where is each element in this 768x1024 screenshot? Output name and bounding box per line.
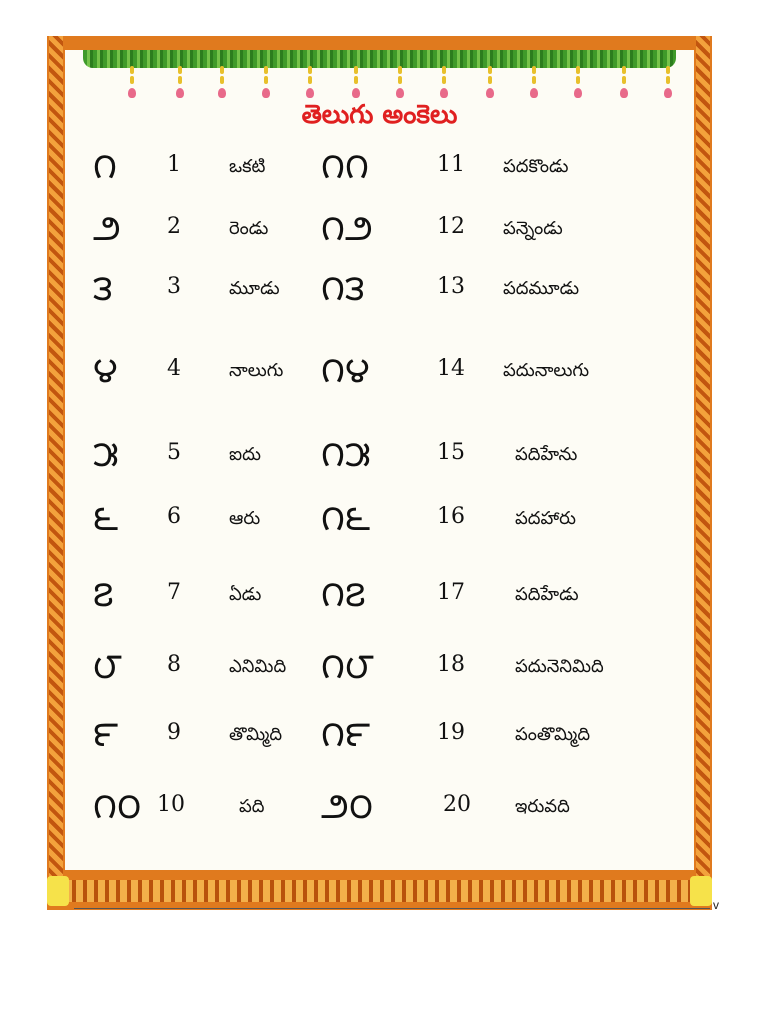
telugu-numeral: ౧౦: [93, 786, 142, 827]
number-word: ఇరువది: [515, 796, 570, 817]
telugu-numeral: ౧: [93, 146, 117, 187]
bottom-rope-border: [65, 880, 694, 902]
telugu-numeral: ౧౪: [321, 350, 370, 391]
telugu-numeral: ౯: [93, 714, 119, 755]
telugu-numeral: ౧౭: [321, 574, 366, 615]
right-rope-border: [696, 36, 710, 880]
garland-flower-icon: [261, 64, 271, 98]
arabic-numeral: 19: [437, 720, 465, 745]
garland-flower-icon: [439, 64, 449, 98]
arabic-numeral: 9: [167, 720, 181, 745]
arabic-numeral: 18: [437, 652, 465, 677]
arabic-numeral: 17: [437, 580, 465, 605]
corner-ornament-left: [47, 876, 69, 906]
numeral-row: [65, 350, 694, 408]
telugu-numeral: ౧౨: [321, 208, 373, 249]
number-word: మూడు: [229, 278, 280, 299]
number-word: పదిహేను: [515, 444, 578, 465]
arabic-numeral: 4: [167, 356, 181, 381]
number-word: పంతొమ్మిది: [515, 724, 591, 745]
telugu-numeral: ౫: [93, 434, 119, 475]
page-underline: [74, 908, 710, 909]
page-title: తెలుగు అంకెలు: [301, 100, 458, 130]
arabic-numeral: 15: [437, 440, 465, 465]
telugu-numeral: ౧౧: [321, 146, 369, 187]
garland-flower-icon: [573, 64, 583, 98]
garland-flower-icon: [305, 64, 315, 98]
arabic-numeral: 20: [443, 792, 471, 817]
numerals-chart: [65, 50, 694, 870]
telugu-numeral: ౨: [93, 208, 121, 249]
corner-ornament-right: [690, 876, 712, 906]
decorative-frame: [47, 36, 712, 910]
arabic-numeral: 13: [437, 274, 465, 299]
arabic-numeral: 2: [167, 214, 181, 239]
telugu-numeral: ౬: [93, 498, 119, 539]
arabic-numeral: 16: [437, 504, 465, 529]
arabic-numeral: 11: [437, 152, 465, 177]
numeral-row: [65, 146, 694, 204]
number-word: పన్నెండు: [503, 218, 563, 239]
number-word: పదునాలుగు: [503, 360, 590, 381]
arabic-numeral: 6: [167, 504, 181, 529]
number-word: పదహారు: [515, 508, 577, 529]
garland-flower-icon: [619, 64, 629, 98]
numeral-row: [65, 714, 694, 772]
arabic-numeral: 12: [437, 214, 465, 239]
garland-flower-icon: [485, 64, 495, 98]
telugu-numeral: ౧౯: [321, 714, 371, 755]
telugu-numeral: ౧౩: [321, 268, 365, 309]
number-word: నాలుగు: [229, 360, 284, 381]
arabic-numeral: 8: [167, 652, 181, 677]
number-word: పదునెనిమిది: [515, 656, 604, 677]
number-word: ఐదు: [229, 444, 262, 465]
garland-leaves: [83, 50, 676, 68]
telugu-numeral: ౪: [93, 350, 118, 391]
number-word: రెండు: [229, 218, 269, 239]
garland-flower-icon: [529, 64, 539, 98]
garland-flower-icon: [395, 64, 405, 98]
arabic-numeral: 14: [437, 356, 465, 381]
numeral-row: [65, 646, 694, 704]
number-word: పదిహేడు: [515, 584, 579, 605]
numeral-row: [65, 208, 694, 266]
number-word: ఎనిమిది: [229, 656, 287, 677]
garland-flower-icon: [351, 64, 361, 98]
number-word: తొమ్మిది: [229, 724, 283, 745]
corner-mark: v: [713, 898, 719, 912]
number-word: పదకొండు: [503, 156, 569, 177]
garland-flower-icon: [127, 64, 137, 98]
telugu-numeral: ౧౬: [321, 498, 371, 539]
numeral-row: [65, 786, 694, 844]
numeral-row: [65, 574, 694, 632]
number-word: పది: [239, 796, 265, 817]
arabic-numeral: 7: [167, 580, 181, 605]
telugu-numeral: ౭: [93, 574, 114, 615]
number-word: ఆరు: [229, 508, 261, 529]
number-word: ఏడు: [229, 584, 262, 605]
telugu-numeral: ౧౮: [321, 646, 374, 687]
telugu-numeral: ౨౦: [321, 786, 374, 827]
telugu-numeral: ౧౫: [321, 434, 371, 475]
arabic-numeral: 5: [167, 440, 181, 465]
number-word: ఒకటి: [229, 156, 266, 177]
numeral-row: [65, 498, 694, 556]
telugu-numeral: ౩: [93, 268, 113, 309]
garland-flower-icon: [663, 64, 673, 98]
arabic-numeral: 3: [167, 274, 181, 299]
number-word: పదమూడు: [503, 278, 580, 299]
mango-leaf-garland: [83, 50, 676, 98]
numeral-row: [65, 268, 694, 326]
arabic-numeral: 1: [167, 152, 181, 177]
left-rope-border: [49, 36, 63, 880]
numeral-row: [65, 434, 694, 492]
telugu-numeral: ౮: [93, 646, 122, 687]
garland-flower-icon: [217, 64, 227, 98]
garland-flower-icon: [175, 64, 185, 98]
arabic-numeral: 10: [157, 792, 185, 817]
